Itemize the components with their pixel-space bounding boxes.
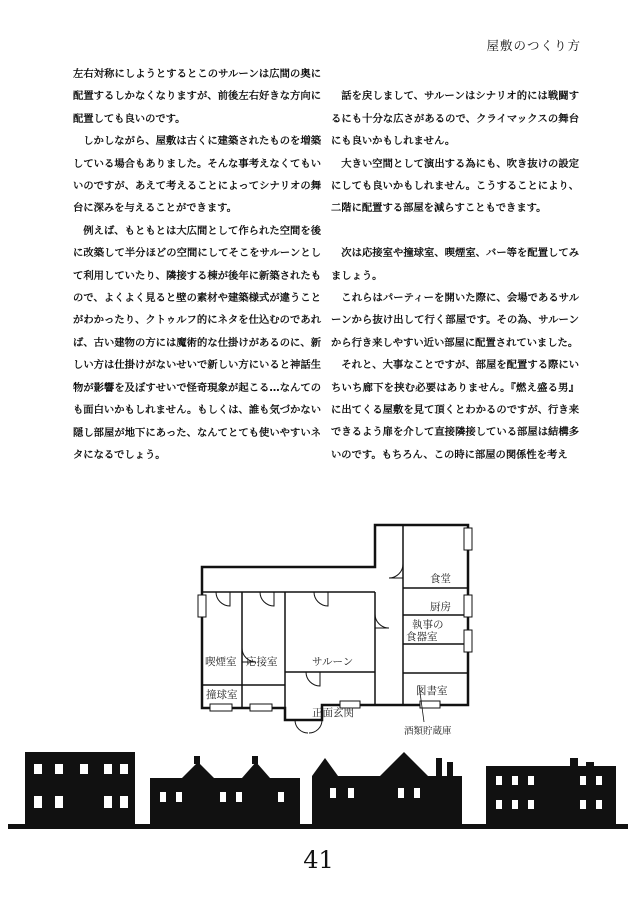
paragraph: 左右対称にしようとするとこのサルーンは広間の奥に配置するしかなくなりますが、前後左右好きな方向に配置しても良いのです。	[73, 68, 321, 125]
window	[464, 528, 472, 550]
window	[464, 595, 472, 617]
paragraph: 次は応接室や撞球室、喫煙室、バー等を配置してみましょう。	[331, 247, 579, 282]
window	[198, 595, 206, 617]
window	[210, 704, 232, 711]
room-label-wine-cellar: 酒類貯蔵庫	[404, 726, 452, 737]
room-label-smoking: 喫煙室	[205, 656, 237, 668]
paragraph: 話を戻しまして、サルーンはシナリオ的には戦闘するにも十分な広さがあるので、クライマックスの舞台にも良いかもしれません。	[331, 90, 579, 148]
skyline-svg	[0, 752, 637, 832]
paragraph: しかしながら、屋敷は古くに建築されたものを増築している場合もありました。そんな事考えなくてもいいのですが、あえて考えることによってシナリオの舞台に深みを与えることができます。	[73, 135, 321, 215]
paragraph: これらはパーティーを開いた際に、会場であるサルーンから抜け出して行く部屋です。その為、サルーンから行き来しやすい近い部屋に配置されていました。	[331, 292, 579, 349]
room-label-entrance: 正面玄関	[312, 707, 354, 719]
page-number: 41	[303, 846, 334, 874]
door	[375, 614, 389, 628]
paragraph: それと、大事なことですが、部屋を配置する際にいちいち廊下を挟む必要はありません。『燃え盛る男』に出てくる屋敷を見て頂くとわかるのですが、行き来できるよう扉を介して直接隣接している部屋は結構多いのです。もちろん、この時に部屋の関係性を考え	[331, 359, 579, 461]
window	[250, 704, 272, 711]
window	[464, 630, 472, 652]
right-column	[331, 63, 579, 466]
room-label-saloon: サルーン	[312, 656, 354, 668]
door	[306, 672, 320, 686]
paragraph: 大きい空間として演出する為にも、吹き抜けの設定にしても良いかもしれません。こうすることにより、二階に配置する部屋を減らすこともできます。	[331, 157, 579, 215]
window	[420, 701, 440, 708]
room-label-library: 図書室	[416, 685, 448, 697]
door	[314, 592, 328, 606]
door	[216, 592, 230, 606]
interior-wall	[202, 525, 468, 708]
door	[260, 592, 274, 606]
left-column	[73, 63, 321, 466]
room-label-dining: 食堂	[430, 573, 451, 585]
floor-plan-svg	[190, 520, 480, 750]
door	[389, 564, 403, 578]
running-header: 屋敷のつくり方	[486, 38, 581, 53]
room-label-reception: 応接室	[246, 656, 278, 668]
mansion-skyline-illustration	[0, 752, 637, 832]
room-label-pantry: 執事の食器室	[406, 619, 444, 643]
room-label-kitchen: 厨房	[430, 601, 451, 613]
room-label-billiard: 撞球室	[206, 689, 238, 701]
floor-plan-diagram	[190, 520, 480, 750]
paragraph: 例えば、もともとは大広間として作られた空間を後に改築して半分ほどの空間にしてそこをサルーンとして利用していたり、隣接する棟が後年に新築されたもので、よくよく見ると壁の素材や建築様式が違うことがわかったり、クトゥルフ的にネタを仕込むのであれば、古い建物の方には魔術的な仕掛けがあるのに、新しい方は仕掛けがないせいで新しい方にいると神話生物が影響を及ぼすせいで怪奇現象が起こる…なんてのも面白いかもしれません。もしくは、誰も気づかない隠し部屋が地下にあった、なんてとても使いやすいネタになるでしょう。	[73, 224, 321, 461]
entrance-door	[295, 720, 322, 733]
